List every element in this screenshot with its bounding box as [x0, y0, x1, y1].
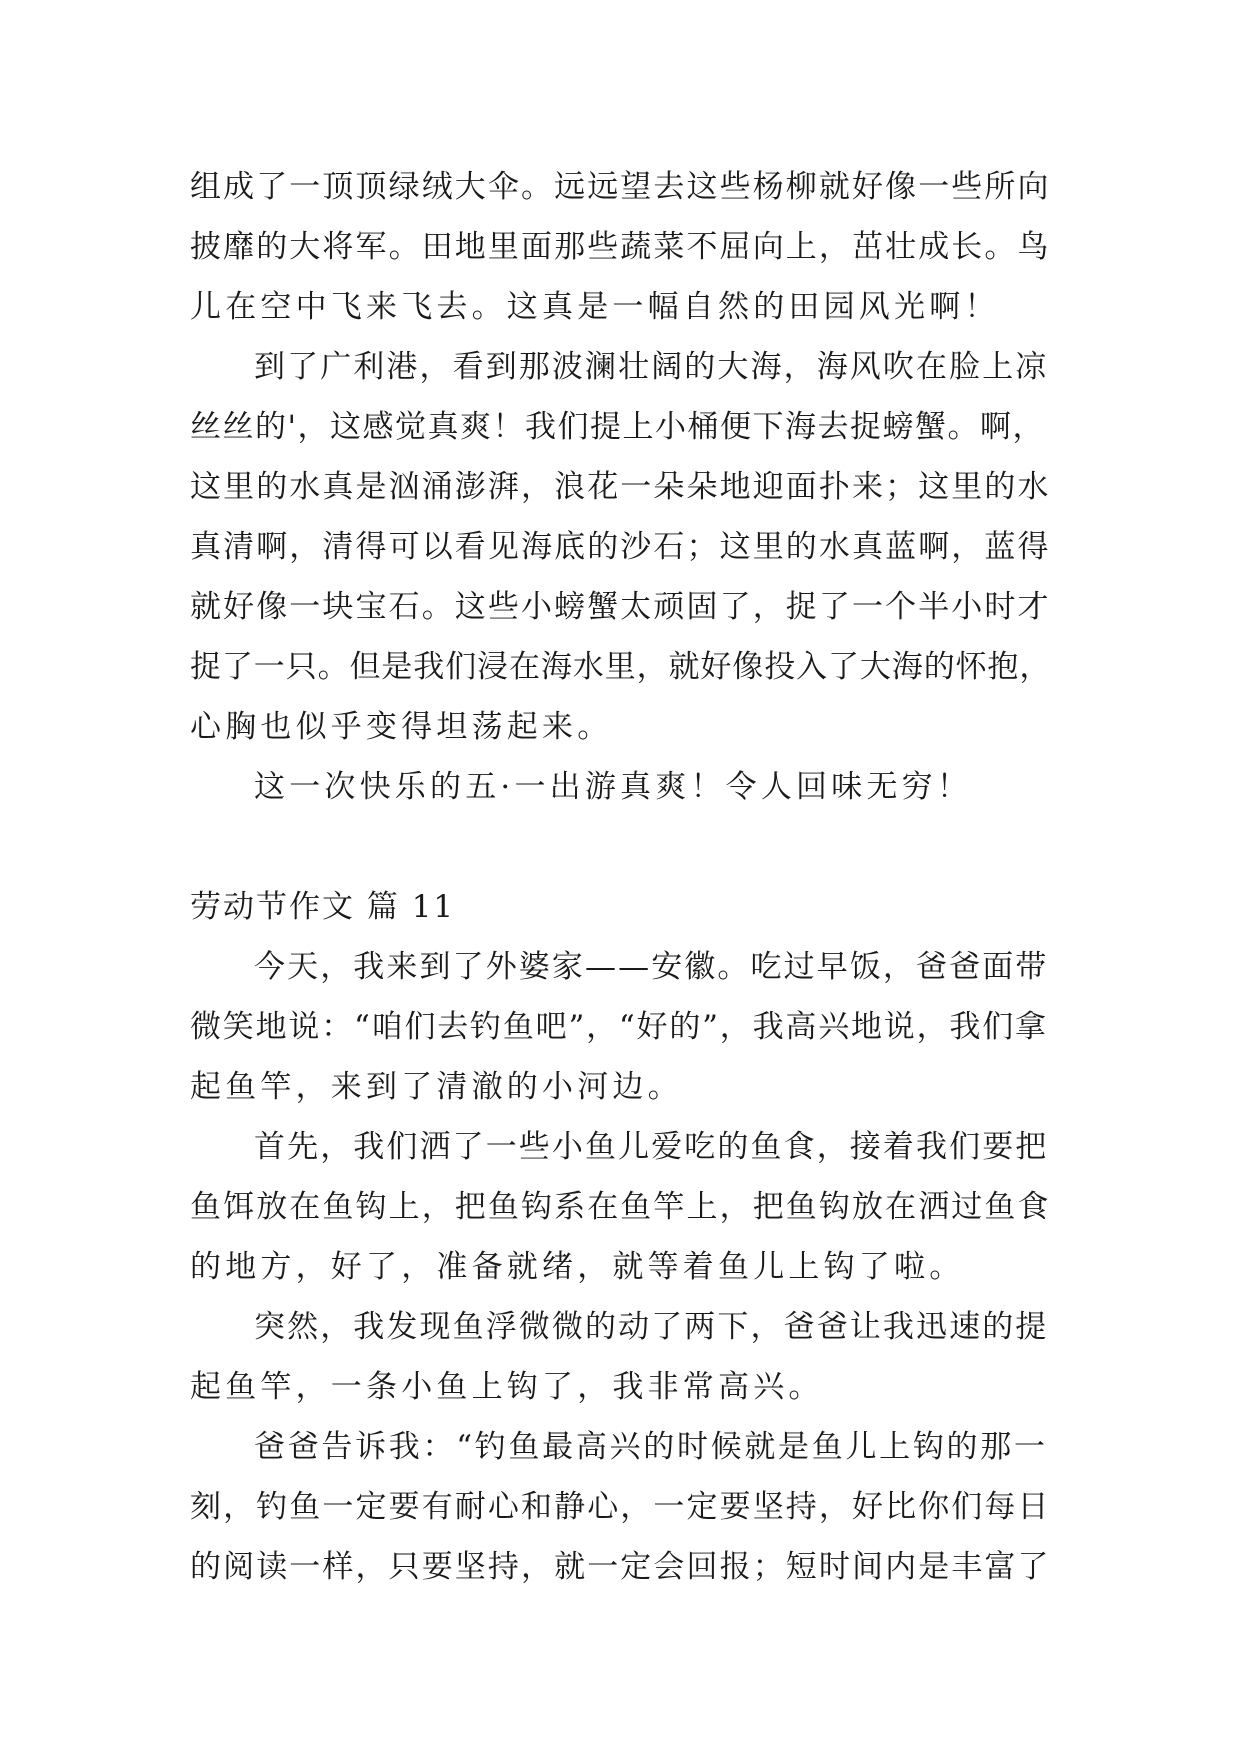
- paragraph-line: 这一次快乐的五·一出游真爽！令人回味无穷！: [254, 769, 973, 805]
- paragraph-line: 突然，我发现鱼浮微微的动了两下，爸爸让我迅速的提: [254, 1309, 1049, 1345]
- paragraph-line: 刻，钓鱼一定要有耐心和静心，一定要坚持，好比你们每日: [190, 1489, 1051, 1525]
- paragraph-line: 起鱼竿，一条小鱼上钩了，我非常高兴。: [190, 1369, 824, 1405]
- paragraph-line: 的地方，好了，准备就绪，就等着鱼儿上钩了啦。: [190, 1249, 965, 1285]
- paragraph-line: 就好像一块宝石。这些小螃蟹太顽固了，捉了一个半小时才: [190, 589, 1051, 625]
- paragraph-line: 鱼饵放在鱼钩上，把鱼钩系在鱼竿上，把鱼钩放在洒过鱼食: [190, 1189, 1051, 1225]
- paragraph-line: 起鱼竿，来到了清澈的小河边。: [190, 1069, 683, 1105]
- paragraph-line: 丝丝的'，这感觉真爽！我们提上小桶便下海去捉螃蟹。啊，: [190, 409, 1046, 445]
- paragraph-line: 披靡的大将军。田地里面那些蔬菜不屈向上，茁壮成长。鸟: [190, 229, 1051, 265]
- paragraph-line: 组成了一顶顶绿绒大伞。远远望去这些杨柳就好像一些所向: [190, 169, 1051, 205]
- paragraph-line: 首先，我们洒了一些小鱼儿爱吃的鱼食，接着我们要把: [254, 1129, 1049, 1165]
- paragraph-line: 今天，我来到了外婆家——安徽。吃过早饭，爸爸面带: [254, 949, 1049, 985]
- paragraph-line: 的阅读一样，只要坚持，就一定会回报；短时间内是丰富了: [190, 1549, 1051, 1585]
- paragraph-line: 这里的水真是汹涌澎湃，浪花一朵朵地迎面扑来；这里的水: [190, 469, 1051, 505]
- paragraph-line: 微笑地说：“咱们去钓鱼吧”，“好的”，我高兴地说，我们拿: [190, 1009, 1048, 1045]
- paragraph-line: 真清啊，清得可以看见海底的沙石；这里的水真蓝啊，蓝得: [190, 529, 1051, 565]
- section-heading: 劳动节作文 篇 11: [190, 889, 456, 925]
- paragraph-line: 儿在空中飞来飞去。这真是一幅自然的田园风光啊！: [190, 289, 1000, 325]
- paragraph-line: 捉了一只。但是我们浸在海水里，就好像投入了大海的怀抱，: [190, 649, 1052, 685]
- paragraph-line: 心胸也似乎变得坦荡起来。: [190, 709, 613, 745]
- paragraph-line: 爸爸告诉我：“钓鱼最高兴的时候就是鱼儿上钩的那一: [254, 1429, 1048, 1465]
- paragraph-line: 到了广利港，看到那波澜壮阔的大海，海风吹在脸上凉: [254, 349, 1049, 385]
